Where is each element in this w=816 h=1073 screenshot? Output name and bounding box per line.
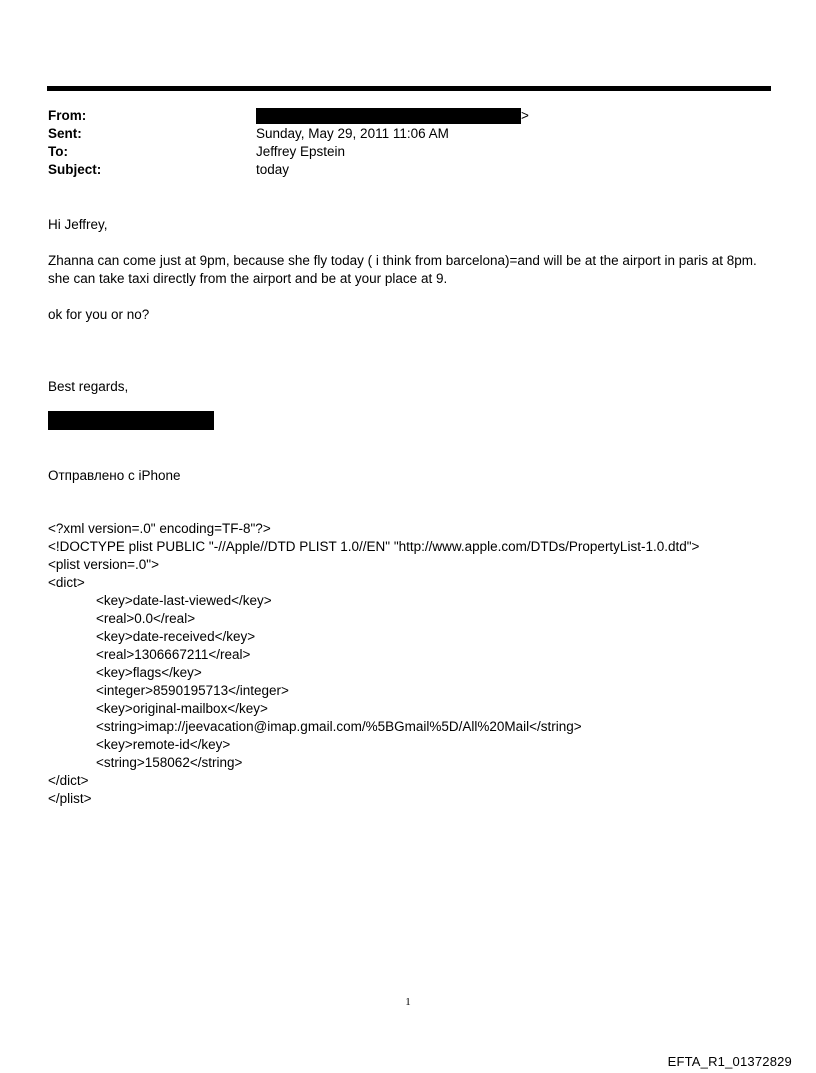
plist-line: </dict>: [48, 773, 89, 788]
plist-line: <integer>8590195713</integer>: [96, 683, 289, 698]
to-row: [48, 143, 529, 161]
plist-line: </plist>: [48, 791, 92, 806]
body-question: ok for you or no?: [48, 307, 150, 322]
subject-row: [48, 161, 529, 179]
from-row: [48, 107, 529, 125]
signature-redaction-box: [48, 411, 214, 430]
greeting: Hi Jeffrey,: [48, 217, 108, 232]
plist-line: <real>0.0</real>: [96, 611, 196, 626]
body-paragraph-line1: Zhanna can come just at 9pm, because she fly today ( i think from barcelona)=and will be at the airport in paris at 8pm.: [48, 253, 757, 268]
closing: Best regards,: [48, 379, 129, 394]
plist-line: <plist version=.0">: [48, 557, 159, 572]
body-paragraph-line2: she can take taxi directly from the airport and be at your place at 9.: [48, 271, 448, 286]
redaction-box: [256, 108, 521, 124]
plist-line: <real>1306667211</real>: [96, 647, 251, 662]
sent-row: [48, 125, 529, 143]
plist-line: <dict>: [48, 575, 85, 590]
plist-line: <?xml version=.0" encoding=TF-8"?>: [48, 521, 271, 536]
document-id: EFTA_R1_01372829: [667, 1054, 792, 1069]
email-header: [48, 107, 529, 179]
plist-line: <key>remote-id</key>: [96, 737, 231, 752]
from-suffix: >: [521, 108, 529, 123]
plist-line: <!DOCTYPE plist PUBLIC "-//Apple//DTD PLIST 1.0//EN" "http://www.apple.com/DTDs/PropertyList-1.0.dtd">: [48, 539, 700, 554]
plist-line: <key>date-last-viewed</key>: [96, 593, 272, 608]
plist-line: <key>flags</key>: [96, 665, 202, 680]
plist-line: <key>date-received</key>: [96, 629, 256, 644]
header-rule: [47, 86, 771, 91]
sent-value: Sunday, May 29, 2011 11:06 AM: [256, 126, 449, 141]
sent-from-iphone: Отправлено с iPhone: [48, 468, 181, 483]
from-label: From:: [48, 108, 87, 123]
plist-line: <string>158062</string>: [96, 755, 243, 770]
subject-value: today: [256, 162, 290, 177]
plist-line: <key>original-mailbox</key>: [96, 701, 268, 716]
to-value: Jeffrey Epstein: [256, 144, 346, 159]
sent-label: Sent:: [48, 126, 82, 141]
from-value: [256, 107, 529, 125]
subject-label: Subject:: [48, 162, 102, 177]
page-number: 1: [405, 996, 411, 1008]
plist-line: <string>imap://jeevacation@imap.gmail.com/%5BGmail%5D/All%20Mail</string>: [96, 719, 582, 734]
to-label: To:: [48, 144, 68, 159]
